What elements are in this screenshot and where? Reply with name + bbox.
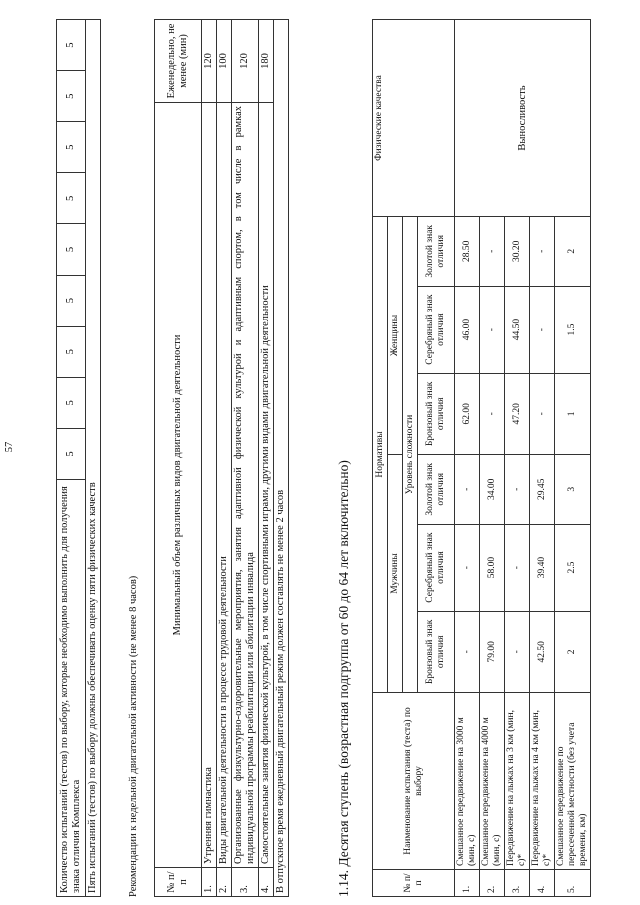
table-row: [455, 20, 480, 897]
vacation-note: В отпускное время ежедневный двигательный режим должен составлять не менее 2 часов: [274, 20, 289, 897]
row-num: 1.: [202, 868, 217, 897]
row-minutes: 100: [217, 20, 232, 103]
five-tests-note: Пять испытаний (тестов) по выбору должны обеспечивать оценку пяти физических качеств: [86, 20, 101, 897]
norm-value: -: [505, 524, 530, 611]
norm-value: 42.50: [530, 611, 555, 692]
row-activity: Виды двигательной деятельности в процессе трудовой деятельности: [217, 103, 232, 868]
row-activity: Самостоятельные занятия физической культурой, в том числе спортивными играми, другими видами двигательной деятельности: [259, 103, 274, 868]
badge-header: Серебряный знак отличия: [418, 286, 455, 373]
row-num: 5.: [555, 870, 591, 897]
norm-value: -: [455, 524, 480, 611]
tests-count-cell: 5: [57, 428, 86, 479]
norm-value: 58.00: [480, 524, 505, 611]
tests-count-cell: 5: [57, 275, 86, 326]
norm-value: 39.40: [530, 524, 555, 611]
norm-value: 3: [555, 455, 591, 525]
norm-value: 29.45: [530, 455, 555, 525]
recommendations-heading: Рекомендации к недельной двигательной активности (не менее 8 часов): [128, 575, 139, 897]
norms-table: [372, 19, 591, 897]
norm-value: 44.50: [505, 286, 530, 373]
top-table: [56, 19, 101, 897]
tests-count-cell: 5: [57, 71, 86, 122]
norm-value: -: [480, 373, 505, 454]
row-num: 4.: [259, 868, 274, 897]
row-num: 4.: [530, 870, 555, 897]
table-row: [86, 20, 101, 897]
row-num: 1.: [455, 870, 480, 897]
row-test-name: Передвижение на лыжах на 4 км (мин, с)*: [530, 693, 555, 870]
norm-value: -: [480, 217, 505, 287]
norm-value: -: [530, 286, 555, 373]
norm-value: 47.20: [505, 373, 530, 454]
norm-value: 46.00: [455, 286, 480, 373]
row-minutes: 120: [232, 20, 259, 103]
norm-value: 2.5: [555, 524, 591, 611]
header-women: Женщины: [388, 217, 403, 455]
norm-value: -: [480, 286, 505, 373]
norm-value: 34.00: [480, 455, 505, 525]
header-activity: Минимальный объем различных видов двигательной деятельности: [155, 103, 202, 868]
table-row: [217, 20, 232, 897]
norm-value: -: [455, 455, 480, 525]
row-minutes: 180: [259, 20, 274, 103]
header-minutes: Еженедельно, не менее (мин): [155, 20, 202, 103]
norm-value: 28.50: [455, 217, 480, 287]
page-number: 57: [4, 441, 15, 453]
row-num: 2.: [480, 870, 505, 897]
header-num: № п/п: [155, 868, 202, 897]
table-row: [274, 20, 289, 897]
row-test-name: Смешанное передвижение на 3000 м (мин, с): [455, 693, 480, 870]
header-num: № п/п: [373, 870, 455, 897]
table-row: [232, 20, 259, 897]
badge-header: Золотой знак отличия: [418, 455, 455, 525]
row-num: 2.: [217, 868, 232, 897]
badge-header: Серебряный знак отличия: [418, 524, 455, 611]
tests-count-cell: 5: [57, 224, 86, 275]
tests-count-cell: 5: [57, 377, 86, 428]
row-activity: Утренняя гимнастика: [202, 103, 217, 868]
header-level: Уровень сложности: [403, 217, 418, 693]
norm-value: 1: [555, 373, 591, 454]
norm-value: -: [530, 373, 555, 454]
badge-header: Бронзовый знак отличия: [418, 373, 455, 454]
tests-count-cell: 5: [57, 122, 86, 173]
table-row: [259, 20, 274, 897]
recommendations-table: [154, 19, 289, 897]
table-row: [202, 20, 217, 897]
header-norms: Нормативы: [373, 217, 388, 693]
header-quality: Физические качества: [373, 20, 455, 217]
norm-value: -: [530, 217, 555, 287]
norm-value: 79.00: [480, 611, 505, 692]
tests-count-cell: 5: [57, 173, 86, 224]
tests-count-cell: 5: [57, 20, 86, 71]
norm-value: 1.5: [555, 286, 591, 373]
badge-header: Золотой знак отличия: [418, 217, 455, 287]
row-minutes: 120: [202, 20, 217, 103]
row-num: 3.: [505, 870, 530, 897]
row-test-name: Смешанное передвижение на 4000 м (мин, с): [480, 693, 505, 870]
quality-cell: Выносливость: [455, 20, 591, 217]
norm-value: -: [505, 455, 530, 525]
row-test-name: Смешанное передвижение по пересеченной местности (без учета времени, км): [555, 693, 591, 870]
header-men: Мужчины: [388, 455, 403, 693]
norm-value: 2: [555, 611, 591, 692]
norm-value: -: [455, 611, 480, 692]
row-test-name: Передвижение на лыжах на 3 км (мин, с)*: [505, 693, 530, 870]
table-row: [57, 20, 86, 897]
tests-count-cell: 5: [57, 326, 86, 377]
table-header-row: [373, 20, 388, 897]
row-activity: Организованные физкультурно-оздоровительные мероприятия, занятия адаптивной физической культурой и адаптивным спортом, в том числе в рамках индивидуальной программы реабилитации или абилитации инвалида: [232, 103, 259, 868]
table-header-row: [155, 20, 202, 897]
header-test-name: Наименование испытания (теста) по выбору: [373, 693, 455, 870]
norm-value: 62.00: [455, 373, 480, 454]
section-heading: 1.14. Десятая ступень (возрастная подгруппа от 60 до 64 лет включительно): [336, 460, 351, 897]
norm-value: 2: [555, 217, 591, 287]
norm-value: 30.20: [505, 217, 530, 287]
norm-value: -: [505, 611, 530, 692]
badge-header: Бронзовый знак отличия: [418, 611, 455, 692]
row-num: 3.: [232, 868, 259, 897]
tests-count-label: Количество испытаний (тестов) по выбору, которые необходимо выполнить для получения знака отличия Комплекса: [57, 480, 86, 897]
